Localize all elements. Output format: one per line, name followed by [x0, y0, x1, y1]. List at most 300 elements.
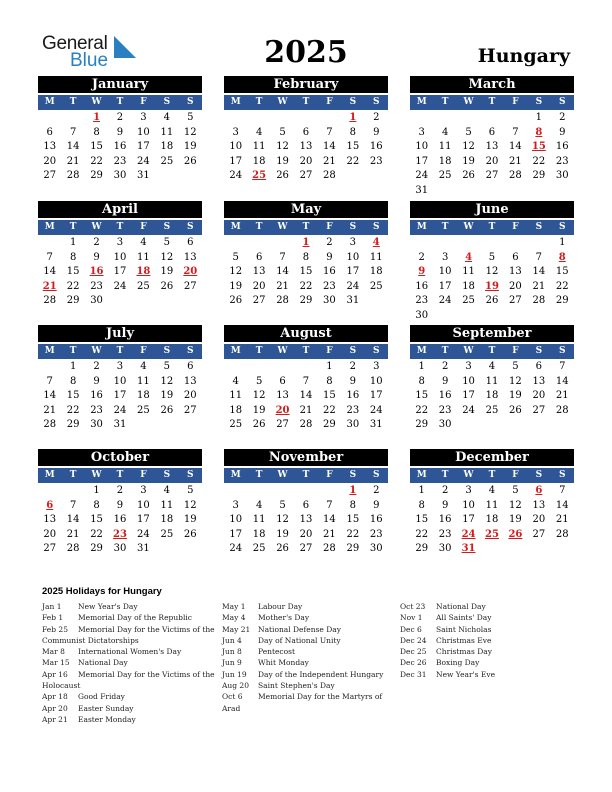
holiday-date: Feb 1	[42, 613, 64, 623]
day-cell: 24	[415, 170, 429, 181]
month-name: April	[38, 201, 202, 218]
holiday-row	[42, 601, 222, 612]
day-cell: 31	[415, 184, 429, 196]
day-cell: 7	[279, 251, 286, 263]
weekday-label: W	[277, 97, 288, 107]
day-cell: 31	[137, 543, 150, 554]
weekday-header	[410, 468, 574, 483]
day-cell: 25	[462, 295, 475, 306]
day-cell: 22	[532, 155, 546, 167]
holiday-date: Jun 19	[222, 669, 247, 679]
holiday-day-cell: 1	[349, 112, 357, 123]
holiday-day-cell: 23	[113, 528, 127, 540]
day-cell: 20	[43, 528, 57, 540]
day-cell: 1	[418, 485, 425, 496]
holiday-name: New Year's Eve	[436, 669, 496, 679]
day-cell: 18	[485, 390, 499, 401]
day-cell: 6	[302, 126, 310, 138]
day-cell: 27	[299, 170, 313, 181]
day-cell: 2	[116, 112, 124, 123]
day-cell: 24	[438, 295, 452, 306]
day-cell: 23	[438, 404, 452, 416]
day-cell: 8	[349, 126, 357, 138]
day-cell: 22	[323, 404, 336, 416]
day-cell: 16	[438, 390, 452, 401]
empty-cell	[247, 236, 270, 251]
holiday-row	[222, 669, 402, 680]
day-cell: 4	[441, 126, 449, 138]
weekday-header	[410, 95, 574, 110]
weekday-label: M	[416, 97, 427, 107]
empty-cell	[224, 360, 247, 375]
day-cell: 23	[90, 404, 103, 416]
holiday-name: Saint Stephen's Day	[258, 681, 335, 691]
weekday-label: S	[535, 97, 543, 107]
day-cell: 18	[462, 280, 475, 292]
weekday-label: S	[187, 470, 194, 480]
weekday-label: S	[559, 346, 566, 356]
holiday-day-cell: 31	[461, 543, 476, 554]
holiday-name: International Women's Day	[78, 647, 182, 657]
day-cell: 11	[369, 251, 383, 263]
weekday-label: S	[187, 97, 194, 107]
day-cell: 27	[252, 295, 266, 306]
day-cell: 28	[276, 295, 289, 306]
day-cell: 29	[90, 170, 103, 181]
day-cell: 15	[299, 266, 313, 277]
holiday-name: Labour Day	[258, 602, 303, 611]
weekday-label: F	[512, 222, 519, 232]
day-cell: 16	[323, 266, 336, 277]
day-cell: 2	[373, 485, 380, 496]
day-cell: 28	[555, 528, 569, 540]
day-cell: 10	[462, 499, 475, 511]
month-september	[410, 325, 574, 433]
day-cell: 17	[369, 390, 383, 401]
day-cell: 2	[441, 361, 449, 372]
day-grid	[410, 360, 574, 433]
holiday-row	[42, 691, 222, 702]
year-title: 2025	[264, 35, 348, 70]
day-cell: 3	[373, 361, 380, 372]
day-cell: 7	[559, 485, 566, 496]
holiday-day-cell: 15	[531, 141, 546, 152]
weekday-label: F	[140, 470, 147, 480]
day-cell: 11	[160, 126, 174, 138]
day-cell: 6	[279, 375, 286, 387]
day-cell: 23	[323, 280, 336, 292]
day-cell: 14	[555, 499, 569, 511]
weekday-header	[410, 344, 574, 359]
day-cell: 8	[302, 251, 310, 263]
weekday-label: T	[255, 470, 263, 480]
holiday-column	[400, 601, 580, 680]
holiday-date: May 1	[222, 602, 246, 611]
day-cell: 25	[137, 404, 150, 416]
day-cell: 7	[326, 126, 333, 138]
day-cell: 4	[163, 112, 171, 123]
day-cell: 17	[462, 390, 475, 401]
empty-cell	[457, 236, 480, 251]
day-cell: 18	[252, 155, 266, 167]
day-cell: 24	[137, 528, 150, 540]
day-cell: 13	[43, 141, 57, 152]
day-cell: 26	[509, 404, 522, 416]
day-cell: 17	[137, 141, 150, 152]
holiday-day-cell: 26	[508, 528, 523, 540]
holiday-date: Dec 6	[400, 624, 422, 634]
day-cell: 5	[279, 126, 286, 138]
day-grid	[410, 236, 574, 323]
day-cell: 11	[438, 141, 452, 152]
day-cell: 21	[532, 280, 546, 292]
day-cell: 30	[346, 419, 360, 430]
day-cell: 10	[113, 375, 127, 387]
day-cell: 7	[302, 375, 310, 387]
day-cell: 19	[462, 155, 475, 167]
weekday-label: T	[255, 222, 263, 232]
day-cell: 29	[415, 543, 429, 554]
month-name: June	[410, 201, 574, 218]
day-cell: 28	[299, 419, 313, 430]
holiday-row	[400, 624, 580, 635]
day-cell: 14	[323, 141, 336, 152]
weekday-label: S	[187, 346, 194, 356]
day-grid	[224, 484, 388, 557]
day-cell: 26	[462, 170, 475, 181]
day-cell: 9	[373, 126, 380, 138]
empty-cell	[271, 484, 294, 499]
day-cell: 25	[137, 280, 150, 292]
day-cell: 9	[373, 499, 380, 511]
day-cell: 21	[66, 155, 80, 167]
weekday-label: T	[255, 97, 263, 107]
weekday-label: T	[69, 97, 77, 107]
day-cell: 7	[46, 251, 53, 263]
weekday-label: W	[463, 222, 474, 232]
weekday-label: F	[326, 470, 333, 480]
day-cell: 12	[276, 514, 289, 525]
holiday-name: Day of the Independent Hungary	[258, 669, 384, 679]
day-cell: 21	[323, 155, 336, 167]
day-cell: 26	[183, 528, 197, 540]
weekday-label: T	[116, 346, 124, 356]
day-cell: 13	[509, 266, 522, 277]
day-cell: 9	[441, 499, 449, 511]
holiday-name: Memorial Day for the Victims of the	[78, 624, 215, 634]
day-cell: 1	[559, 237, 566, 248]
day-cell: 7	[69, 126, 77, 138]
holiday-day-cell: 21	[42, 280, 57, 292]
holiday-name: Easter Sunday	[78, 703, 134, 713]
holiday-name-continued: Communist Dictatorships	[42, 635, 139, 645]
weekday-label: T	[302, 97, 310, 107]
day-cell: 23	[369, 528, 383, 540]
day-cell: 26	[160, 404, 174, 416]
day-cell: 20	[183, 390, 197, 401]
day-cell: 10	[137, 126, 150, 138]
day-cell: 10	[438, 266, 452, 277]
weekday-label: F	[326, 346, 333, 356]
day-cell: 17	[415, 155, 429, 167]
holiday-row	[400, 646, 580, 657]
weekday-label: M	[230, 470, 241, 480]
empty-cell	[224, 236, 247, 251]
month-march	[410, 76, 574, 198]
day-cell: 24	[113, 280, 127, 292]
holiday-name: Pentecost	[258, 647, 296, 657]
weekday-header	[38, 468, 202, 483]
day-cell: 6	[255, 251, 263, 263]
weekday-label: S	[535, 346, 543, 356]
day-cell: 28	[555, 404, 569, 416]
day-cell: 9	[349, 375, 357, 387]
day-cell: 25	[485, 404, 499, 416]
day-cell: 29	[90, 543, 103, 554]
day-cell: 22	[66, 404, 80, 416]
day-grid	[38, 236, 202, 309]
day-cell: 18	[137, 390, 150, 401]
day-cell: 19	[160, 266, 174, 277]
day-cell: 20	[485, 155, 499, 167]
day-cell: 2	[349, 361, 357, 372]
day-cell: 30	[90, 419, 103, 430]
day-cell: 4	[232, 375, 239, 387]
day-cell: 20	[509, 280, 522, 292]
day-cell: 12	[485, 266, 499, 277]
holiday-name: New Year's Day	[78, 602, 138, 611]
holiday-row	[222, 646, 402, 657]
day-cell: 5	[163, 361, 171, 372]
weekday-label: W	[463, 97, 474, 107]
day-cell: 6	[488, 126, 496, 138]
day-cell: 17	[229, 155, 243, 167]
day-cell: 18	[252, 528, 266, 540]
day-cell: 3	[140, 485, 147, 496]
day-cell: 3	[140, 112, 147, 123]
weekday-label: T	[116, 222, 124, 232]
day-cell: 11	[252, 141, 266, 152]
weekday-label: T	[302, 222, 310, 232]
day-cell: 3	[116, 361, 124, 372]
holiday-row	[222, 635, 402, 646]
day-cell: 5	[512, 361, 519, 372]
weekday-label: T	[441, 97, 449, 107]
weekday-label: S	[535, 470, 543, 480]
holiday-date: Nov 1	[400, 613, 423, 623]
day-cell: 2	[373, 112, 380, 123]
day-cell: 17	[438, 280, 452, 292]
holiday-day-cell: 1	[349, 485, 357, 496]
day-cell: 20	[43, 155, 57, 167]
day-cell: 12	[160, 251, 174, 263]
holiday-date: Aug 20	[222, 681, 249, 691]
day-cell: 12	[276, 141, 289, 152]
holiday-row	[222, 680, 402, 691]
day-cell: 15	[415, 390, 429, 401]
day-cell: 9	[326, 251, 333, 263]
holiday-name: Whit Monday	[258, 658, 309, 668]
day-cell: 6	[535, 361, 543, 372]
day-cell: 21	[66, 528, 80, 540]
holiday-day-cell: 1	[93, 112, 101, 123]
day-cell: 6	[187, 237, 194, 248]
weekday-label: T	[302, 346, 310, 356]
day-cell: 2	[93, 361, 100, 372]
weekday-label: S	[559, 222, 566, 232]
day-cell: 24	[462, 404, 475, 416]
month-name: August	[224, 325, 388, 342]
day-cell: 28	[43, 419, 57, 430]
weekday-label: W	[91, 222, 102, 232]
day-cell: 22	[299, 280, 313, 292]
weekday-label: S	[349, 97, 357, 107]
holiday-name: National Defense Day	[258, 624, 341, 634]
day-grid	[38, 111, 202, 184]
day-cell: 15	[346, 514, 360, 525]
holiday-name: All Saints' Day	[436, 613, 492, 623]
day-cell: 16	[346, 390, 360, 401]
day-cell: 5	[187, 112, 194, 123]
holiday-name: Good Friday	[78, 692, 125, 702]
day-cell: 11	[137, 375, 150, 387]
day-cell: 13	[276, 390, 289, 401]
holiday-row	[222, 657, 402, 668]
weekday-label: T	[441, 470, 449, 480]
day-cell: 19	[276, 155, 289, 167]
weekday-label: M	[44, 470, 55, 480]
weekday-label: F	[326, 97, 333, 107]
day-cell: 19	[276, 528, 289, 540]
day-cell: 22	[90, 528, 103, 540]
holiday-column	[42, 601, 222, 725]
day-cell: 15	[346, 141, 360, 152]
day-cell: 31	[369, 419, 383, 430]
weekday-label: F	[140, 346, 147, 356]
month-december	[410, 449, 574, 557]
day-cell: 8	[93, 499, 100, 511]
weekday-label: F	[512, 346, 519, 356]
holiday-row	[42, 703, 222, 714]
day-cell: 9	[93, 375, 100, 387]
day-cell: 7	[535, 251, 543, 263]
weekday-header	[410, 220, 574, 235]
weekday-label: S	[187, 222, 194, 232]
day-cell: 12	[252, 390, 266, 401]
day-cell: 12	[509, 375, 522, 387]
empty-cell	[38, 111, 61, 126]
day-cell: 13	[485, 141, 499, 152]
day-cell: 29	[66, 295, 80, 306]
day-cell: 19	[509, 514, 522, 525]
day-cell: 15	[415, 514, 429, 525]
day-cell: 31	[113, 419, 127, 430]
holiday-row	[222, 612, 402, 623]
day-cell: 10	[113, 251, 127, 263]
day-cell: 29	[299, 295, 313, 306]
holiday-day-cell: 6	[535, 485, 543, 496]
day-cell: 4	[488, 361, 496, 372]
day-cell: 21	[276, 280, 289, 292]
day-cell: 5	[512, 485, 519, 496]
day-cell: 26	[276, 543, 289, 554]
holiday-name: Christmas Eve	[436, 635, 492, 645]
day-cell: 16	[438, 514, 452, 525]
day-cell: 12	[160, 375, 174, 387]
month-name: July	[38, 325, 202, 342]
holiday-day-cell: 25	[485, 528, 499, 540]
logo-text-blue: Blue	[70, 50, 109, 71]
weekday-label: W	[277, 222, 288, 232]
holiday-name: Easter Monday	[78, 714, 136, 724]
day-cell: 19	[160, 390, 174, 401]
weekday-label: S	[535, 222, 543, 232]
holiday-row	[42, 646, 222, 657]
day-cell: 1	[535, 112, 543, 123]
day-cell: 31	[346, 295, 360, 306]
day-cell: 13	[299, 141, 313, 152]
empty-cell	[61, 111, 84, 126]
weekday-label: T	[69, 346, 77, 356]
month-name: March	[410, 76, 574, 93]
day-cell: 22	[66, 280, 80, 292]
day-cell: 30	[113, 543, 127, 554]
day-cell: 6	[46, 126, 53, 138]
holiday-date: Apr 18	[42, 692, 68, 702]
day-cell: 17	[113, 266, 127, 277]
empty-cell	[504, 111, 527, 126]
day-cell: 7	[46, 375, 53, 387]
weekday-label: S	[349, 470, 357, 480]
day-cell: 14	[323, 514, 336, 525]
holiday-row	[222, 691, 402, 702]
weekday-label: M	[416, 470, 427, 480]
empty-cell	[247, 484, 270, 499]
day-cell: 4	[488, 485, 496, 496]
weekday-label: M	[44, 222, 55, 232]
holiday-date: Jun 8	[222, 647, 242, 657]
holiday-name-continued: Arad	[222, 703, 241, 713]
month-name: February	[224, 76, 388, 93]
day-cell: 30	[369, 543, 383, 554]
day-cell: 11	[137, 251, 150, 263]
weekday-header	[38, 344, 202, 359]
day-cell: 16	[90, 390, 103, 401]
holiday-date: Dec 25	[400, 647, 427, 657]
day-cell: 7	[69, 499, 77, 511]
weekday-label: S	[163, 222, 171, 232]
day-cell: 23	[113, 155, 127, 167]
weekday-label: S	[373, 346, 380, 356]
day-cell: 19	[252, 404, 266, 416]
day-cell: 2	[116, 485, 124, 496]
day-cell: 12	[509, 499, 522, 511]
month-february	[224, 76, 388, 184]
holiday-row	[42, 657, 222, 668]
day-cell: 13	[183, 375, 197, 387]
empty-cell	[294, 484, 317, 499]
weekday-label: M	[230, 97, 241, 107]
day-cell: 13	[252, 266, 266, 277]
day-cell: 3	[232, 499, 239, 511]
day-cell: 18	[229, 404, 243, 416]
day-cell: 12	[183, 126, 197, 138]
day-grid	[38, 360, 202, 433]
day-cell: 5	[279, 499, 286, 511]
day-cell: 26	[276, 170, 289, 181]
day-grid	[410, 484, 574, 557]
day-cell: 21	[323, 528, 336, 540]
